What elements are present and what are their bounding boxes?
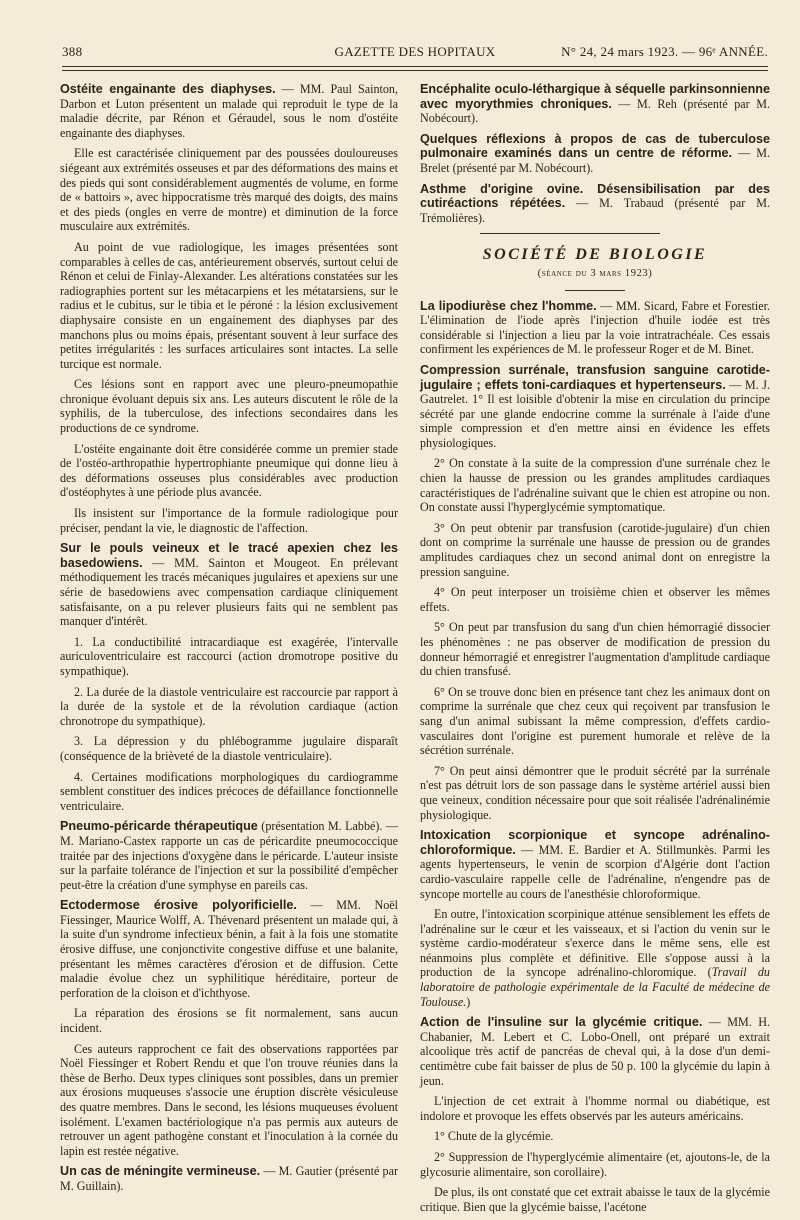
- article-heading: Intoxication scorpionique et syncope adrénalino-chloroformique.: [420, 828, 770, 857]
- article-lead: — M. Trabaud (présenté par M. Trémolières).: [420, 196, 770, 225]
- paragraph: 1. La conductibilité intracardiaque est exagérée, l'intervalle auriculoventriculaire est raccourci (action dromotrope positive du sympathique).: [60, 634, 398, 678]
- article-lead: — M. J. Gautrelet. 1° Il est loisible d'obtenir la mise en circulation du principe sécrété par une glande endocrine comme la surrénale à l'aide d'une simple compression et d'en mettre ainsi en évidence les effets physiologiques.: [420, 377, 771, 450]
- paragraph: Elle est caractérisée cliniquement par des poussées douloureuses siégeant aux extrémités osseuses et par des déformations des mains et des pieds qui sont considérablement augmentés de volume, en forme de « battoirs », avec hippocratisme très marqué des doigts, des mains et des pieds (ongles en verre de montre) et diminution de la force musculaire aux extrémités.: [60, 146, 398, 234]
- paragraph: L'ostéite engainante doit être considérée comme un premier stade de l'ostéo-arthropathie hypertrophiante pneumique qui donne lieu à des déformations osseuses plus considérables avec production d'ostéophytes à une période plus avancée.: [60, 441, 398, 500]
- lab-credit: Travail du laboratoire de pathologie expérimentale de la Faculté de médecine de Toulouse.: [420, 965, 770, 1009]
- article-heading: Sur le pouls veineux et le tracé apexien chez les basedowiens.: [60, 541, 398, 570]
- paragraph: 1° Chute de la glycémie.: [434, 1129, 554, 1144]
- article-asthme: [420, 182, 770, 226]
- article-compression-surrenale: [420, 363, 770, 451]
- paragraph: 2° Suppression de l'hyperglycémie alimentaire (et, ajoutons-le, de la glycosurie alimentaire, son corollaire).: [420, 1150, 770, 1179]
- page-header: [62, 44, 768, 62]
- article-heading: Un cas de méningite vermineuse.: [60, 1164, 261, 1179]
- paragraph: De plus, ils ont constaté que cet extrait abaisse le taux de la glycémie critique. Bien que la glycémie baisse, l'acétone: [420, 1185, 770, 1214]
- article-heading: Ostéite engainante des diaphyses.: [60, 82, 276, 96]
- paragraph-text: En outre, l'intoxication scorpinique atténue sensiblement les effets de l'adrénaline sur le cœur et les vaisseaux, et si l'action du venin sur le système cardio-modérateur s'exerce dans le même sens, elle est néanmoins plus complète et définitive. Elle s'oppose aussi à la production de la syncope adrénalino-chloromique. (: [420, 907, 770, 980]
- page-number: 388: [62, 44, 83, 59]
- section-rule: [480, 233, 660, 234]
- article-pneumo-pericarde: [60, 819, 398, 892]
- left-column: [60, 82, 398, 1200]
- article-lead: — MM. H. Chabanier, M. Lebert et C. Lobo-Onell, ont préparé un extrait alcoolique très actif de pancréas de cheval qui, à la dose d'un demi-centimètre cube fait baisser de plus de 50 p. 100 la glycémie du lapin à jeun.: [420, 1015, 770, 1088]
- header-rule-thin: [62, 70, 768, 71]
- article-lead: — MM. E. Bardier et A. Stillmunkès. Parmi les agents hypertenseurs, le venin de scorpion d'Algérie dont l'action cardio-vasculaire rappelle celle de l'adrénaline, n'engendre pas de syncope mortelle au cours de l'anesthésie chloroformique.: [420, 842, 770, 901]
- article-intoxication-scorpionique: [420, 828, 770, 901]
- paragraph: Au point de vue radiologique, les images présentées sont comparables à celles de cas, antérieurement observés, surtout celui de Rénon et celui de Finlay-Alexander. Les altérations constatées sur les radiographies portent sur les métacarpiens et les métatarsiens, sur le radius et le cubitus, sur le tibia et le péroné : la lésion exclusivement diaphysaire consiste en un engainement des diaphyses par des manchons plus ou moins épais, présentant souvent à leur surface des petites irrégularités : les surfaces articulaires sont intactes. La selle turcique est normale.: [60, 239, 398, 371]
- paragraph: L'injection de cet extrait à l'homme normal ou diabétique, est indolore et provoque les effets observés par les auteurs américains.: [420, 1094, 770, 1123]
- paragraph: 6° On se trouve donc bien en présence tant chez les animaux dont on comprime la surrénale que chez ceux qui reçoivent par transfusion le sang d'un animal subissant la même compression, d'effets cardio-vasculaires dont l'origine est purement humorale et relève de la sécrétion surrénale.: [420, 684, 770, 758]
- article-heading: Encéphalite oculo-léthargique à séquelle parkinsonnienne avec myorythmies chroniques.: [420, 82, 770, 111]
- right-column: [420, 82, 770, 1220]
- article-heading: Quelques réflexions à propos de cas de tuberculose pulmonaire examinés dans un centre de réforme.: [420, 131, 770, 161]
- article-heading: Asthme d'origine ovine. Désensibilisation par des cutiréactions répétées.: [420, 181, 770, 211]
- article-encephalite: [420, 82, 770, 126]
- article-heading: Action de l'insuline sur la glycémie critique.: [420, 1015, 703, 1030]
- paragraph: 5° On peut par transfusion du sang d'un chien hémorragié dissocier les phénomènes : ne pas observer de modification de pression du donneur hémorragié et enregistrer l'augmentation d'amplitude cardiaque du chien transfusé.: [420, 620, 770, 679]
- article-heading: Ectodermose érosive polyorificielle.: [60, 898, 297, 913]
- paragraph: La réparation des érosions se fit normalement, sans aucun incident.: [60, 1006, 398, 1036]
- article-ectodermose: [60, 898, 398, 1000]
- article-heading: Pneumo-péricarde thérapeutique: [60, 819, 258, 834]
- paragraph: 2. La durée de la diastole ventriculaire est raccourcie par rapport à la durée de la systole et de la révolution cardiaque (action chronotrope du sympathique).: [60, 684, 398, 728]
- article-osteite: [60, 82, 398, 140]
- article-pouls-veineux: [60, 541, 398, 629]
- section-rule-short: [565, 290, 625, 291]
- article-tuberculose: [420, 132, 770, 176]
- issue-info: N° 24, 24 mars 1923. — 96ᵉ ANNÉE.: [561, 44, 768, 59]
- article-lead: (présentation M. Labbé). — M. Mariano-Castex rapporte un cas de péricardite pneumococcique traitée par des injections d'oxygène dans le péricarde. L'auteur insiste sur la parfaite tolérance de l'injection et sur la possibilité d'empêcher peut-être la création d'une symphyse en pareils cas.: [60, 819, 399, 892]
- article-lead: — MM. Noël Fiessinger, Maurice Wolff, A. Thévenard présentent un malade qui, à la suite d'un syndrome infectieux bénin, a fait à la fois une stomatite érosive diffuse, une conjonctivite congestive diffuse et une balanite, présentant les mêmes caractères d'érosion et de diffusion. Cette maladie évolue chez un syphilitique héréditaire, porteur de perforation de la cloison et d'ichthyose.: [60, 898, 399, 1000]
- paragraph: 4. Certaines modifications morphologiques du cardiogramme semblent constituer des indices précoces de défaillance fonctionnelle ventriculaire.: [60, 769, 398, 813]
- society-title: SOCIÉTÉ DE BIOLOGIE: [482, 246, 708, 264]
- article-lipodiurese: [420, 299, 770, 357]
- seance-date: (séance du 3 mars 1923): [537, 267, 653, 279]
- article-lead: — MM. Sicard, Fabre et Forestier. L'élimination de l'iode après l'injection d'huile iodée est très considérable si l'injection a lieu par la voie intratrachéale. Ces essais confirment les expériences de M. le professeur Roger et de M. Binet.: [420, 298, 770, 357]
- paragraph: 4° On peut interposer un troisième chien et observer les mêmes effets.: [420, 585, 770, 614]
- article-lead: — M. Gautier (présenté par M. Guillain).: [60, 1164, 398, 1193]
- paragraph: 7° On peut ainsi démontrer que le produit sécrété par la surrénale n'est pas détruit lors de son passage dans le système artériel aussi bien que veineux, condition nécessaire pour que soit réalisée l'adrénalinémie physiologique.: [420, 763, 770, 822]
- article-meningite: [60, 1164, 398, 1193]
- article-lead: — MM. Paul Sainton, Darbon et Luton présentent un malade qui reproduit le type de la maladie décrite, par Rénon et Géraudel, sous le nom d'ostéite engainante des diaphyses.: [60, 82, 398, 140]
- journal-title: GAZETTE DES HOPITAUX: [334, 44, 496, 59]
- article-lead: — M. Reh (présenté par M. Nobécourt).: [420, 96, 770, 126]
- paragraph: [420, 907, 770, 1009]
- article-insuline: [420, 1015, 770, 1088]
- paragraph: 3° On peut obtenir par transfusion (carotide-jugulaire) d'un chien dont on comprime la surrénale une hausse de pression ou de grandes amplitudes cardiaques chez un second animal dont on enregistre la pression sanguine.: [420, 520, 770, 579]
- paragraph: 3. La dépression y du phlébogramme jugulaire disparaît (conséquence de la brièveté de la diastole ventriculaire).: [60, 734, 398, 763]
- article-heading: La lipodiurèse chez l'homme.: [420, 298, 597, 313]
- article-lead: — M. Brelet (présenté par M. Nobécourt).: [420, 146, 770, 175]
- paragraph: Ces lésions sont en rapport avec une pleuro-pneumopathie chronique évoluant depuis six ans. Les auteurs discutent le rôle de la syphilis, de la tuberculose, des infections secondaires dans les productions de ce syndrome.: [60, 377, 398, 436]
- article-heading: Compression surrénale, transfusion sanguine carotide-jugulaire ; effets toni-cardiaques et hypertenseurs.: [420, 362, 770, 392]
- paragraph: Ils insistent sur l'importance de la formule radiologique pour préciser, pendant la vie, le diagnostic de l'affection.: [60, 506, 398, 535]
- header-rule: [62, 66, 768, 67]
- paragraph-text: ): [466, 994, 471, 1009]
- paragraph: 2° On constate à la suite de la compression d'une surrénale chez le chien la hausse de pression ou les grandes amplitudes cardiaques caractéristiques de l'adrénaline suivant que le chien est atropine ou non. On constate aussi l'hyperglycémie symptomatique.: [420, 456, 770, 515]
- article-lead: — MM. Sainton et Mougeot. En prélevant méthodiquement les tracés mécaniques jugulaires et apexiens sur une série de basedowiens avec compensation cardiaque cliniquement satisfaisante, on a pu relever plusieurs faits qui ne semblent pas manquer d'intérêt.: [60, 555, 398, 629]
- paragraph: Ces auteurs rapprochent ce fait des observations rapportées par Noël Fiessinger et Robert Rendu et que l'on trouve réunies dans la thèse de Berho. Deux types cliniques sont possibles, dans un premier aux érosions muqueuses s'associe une éruption discrète vésiculeuse des quatre membres. Dans le second, les lésions muqueuses évoluent isolément. L'examen bactériologique n'a pas permis aux auteurs de retrouver un agent pathogène constant et l'inoculation à la cornée du lapin est restée négative.: [60, 1041, 398, 1158]
